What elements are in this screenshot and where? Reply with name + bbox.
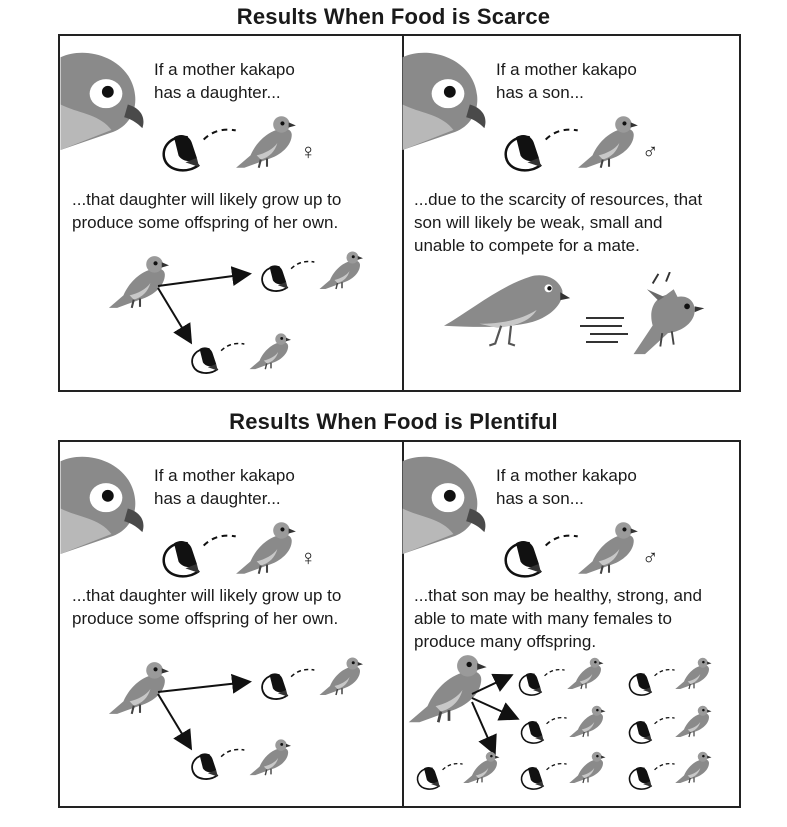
mother-kakapo-head-icon xyxy=(61,53,144,150)
arrow-icon xyxy=(158,274,248,286)
hatching-egg-icon xyxy=(164,536,236,577)
offspring-bird-icon xyxy=(675,658,711,689)
fleeing-rival-bird-icon xyxy=(634,272,705,354)
plentiful-section-title: Results When Food is Plentiful xyxy=(229,409,558,434)
outcome-line-2: produce some offspring of her own. xyxy=(72,213,339,232)
intro-line-1: If a mother kakapo xyxy=(154,60,295,79)
hatching-egg-icon xyxy=(520,670,565,695)
offspring-bird-icon xyxy=(675,706,711,737)
grown-daughter-bird-icon xyxy=(109,662,169,714)
offspring-bird-icon xyxy=(463,752,499,783)
weak-son-bird-icon xyxy=(444,275,570,345)
hatching-egg-icon xyxy=(522,764,567,789)
hatching-egg-icon xyxy=(164,130,236,171)
hatching-egg-icon xyxy=(418,764,463,789)
outcome-line-2: produce some offspring of her own. xyxy=(72,609,339,628)
outcome-line-3: unable to compete for a mate. xyxy=(414,236,640,255)
hatching-egg-icon xyxy=(630,764,675,789)
mother-kakapo-head-icon xyxy=(61,457,144,554)
intro-line-2: has a son... xyxy=(496,83,584,102)
daughter-bird-icon xyxy=(236,116,296,168)
motion-lines-icon xyxy=(580,318,628,342)
arrow-icon xyxy=(472,702,494,752)
outcome-line-1: ...that daughter will likely grow up to xyxy=(72,586,342,605)
offspring-bird-icon xyxy=(320,658,364,696)
arrow-icon xyxy=(158,288,190,341)
son-bird-icon xyxy=(578,116,638,168)
mother-kakapo-head-icon xyxy=(403,53,486,150)
intro-line-1: If a mother kakapo xyxy=(496,60,637,79)
offspring-bird-icon xyxy=(567,658,603,689)
male-symbol-icon: ♂ xyxy=(642,139,659,164)
grown-son-bird-icon xyxy=(409,655,487,722)
intro-line-1: If a mother kakapo xyxy=(154,466,295,485)
offspring-bird-icon xyxy=(320,252,364,290)
male-symbol-icon: ♂ xyxy=(642,545,659,570)
scarce-son-panel xyxy=(402,36,739,390)
plentiful-panel-grid xyxy=(58,440,741,808)
hatching-egg-icon xyxy=(262,261,314,291)
offspring-bird-icon xyxy=(250,739,291,775)
scarce-section-title: Results When Food is Scarce xyxy=(236,4,551,29)
outcome-line-2: able to mate with many females to xyxy=(414,609,672,628)
outcome-line-3: produce many offspring. xyxy=(414,632,597,651)
hatching-egg-icon xyxy=(506,536,578,577)
offspring-bird-icon xyxy=(569,706,605,737)
offspring-bird-icon xyxy=(675,752,711,783)
intro-line-2: has a son... xyxy=(496,489,584,508)
hatching-egg-icon xyxy=(630,718,675,743)
son-bird-icon xyxy=(578,522,638,574)
hatching-egg-icon xyxy=(192,749,244,779)
outcome-line-1: ...due to the scarcity of resources, that xyxy=(414,190,703,209)
daughter-bird-icon xyxy=(236,522,296,574)
hatching-egg-icon xyxy=(506,130,578,171)
offspring-bird-icon xyxy=(250,333,291,369)
scarce-daughter-panel xyxy=(60,36,404,390)
mother-kakapo-head-icon xyxy=(403,457,486,554)
hatching-egg-icon xyxy=(630,670,675,695)
plentiful-daughter-panel xyxy=(60,442,404,806)
plentiful-son-panel xyxy=(402,442,739,806)
hatching-egg-icon xyxy=(192,343,244,373)
intro-line-2: has a daughter... xyxy=(154,83,281,102)
outcome-line-1: ...that son may be healthy, strong, and xyxy=(414,586,702,605)
female-symbol-icon: ♀ xyxy=(300,545,317,570)
intro-line-2: has a daughter... xyxy=(154,489,281,508)
female-symbol-icon: ♀ xyxy=(300,139,317,164)
hatching-egg-icon xyxy=(262,669,314,699)
outcome-line-2: son will likely be weak, small and xyxy=(414,213,663,232)
arrow-icon xyxy=(158,694,190,747)
arrow-icon xyxy=(158,682,248,692)
intro-line-1: If a mother kakapo xyxy=(496,466,637,485)
hatching-egg-icon xyxy=(522,718,567,743)
outcome-line-1: ...that daughter will likely grow up to xyxy=(72,190,342,209)
scarce-panel-grid xyxy=(58,34,741,392)
grown-daughter-bird-icon xyxy=(109,256,169,308)
offspring-bird-icon xyxy=(569,752,605,783)
